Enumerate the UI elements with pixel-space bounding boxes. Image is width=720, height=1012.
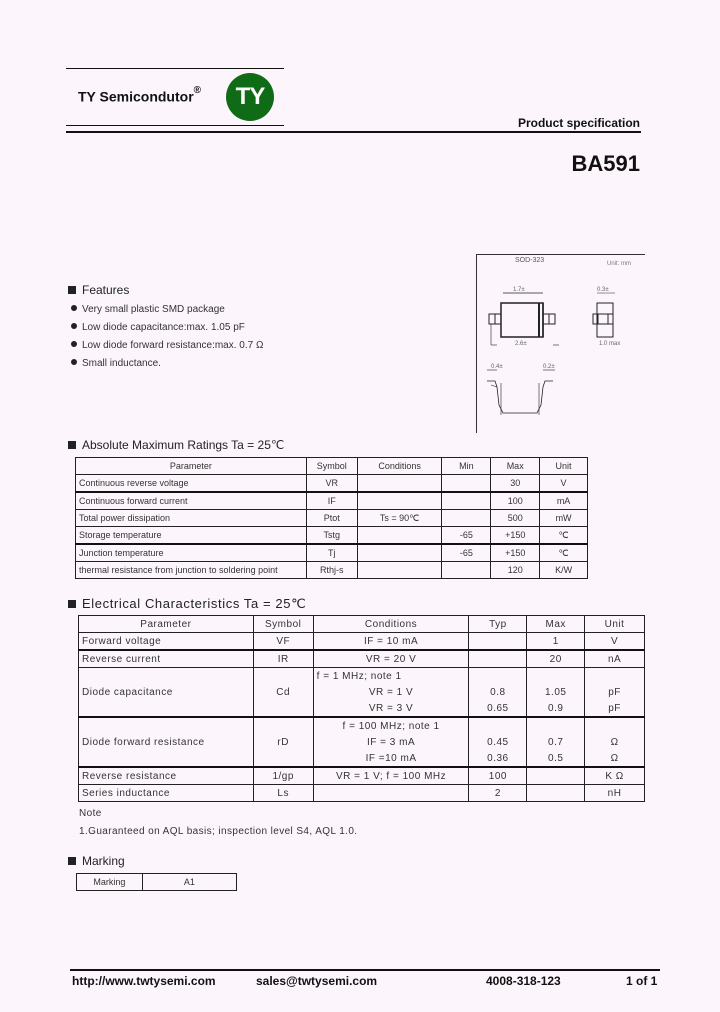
table-row xyxy=(79,785,645,802)
marking-value: A1 xyxy=(142,874,236,891)
cell-typ: 2 xyxy=(469,785,527,802)
svg-text:0.4±: 0.4± xyxy=(491,364,503,370)
cell-unit: mA xyxy=(540,492,588,510)
table-row xyxy=(76,562,588,579)
cell-max: 0.5 xyxy=(527,750,585,767)
column-header: Min xyxy=(442,458,491,475)
cell-symbol: Tstg xyxy=(306,527,357,545)
cell-unit: ℃ xyxy=(540,544,588,562)
square-bullet-icon xyxy=(68,857,76,865)
cell-symbol: 1/gp xyxy=(253,767,313,785)
cell-min: -65 xyxy=(442,544,491,562)
footer-website[interactable]: http://www.twtysemi.com xyxy=(72,974,216,988)
cell-typ xyxy=(469,668,527,685)
marking-heading: Marking xyxy=(68,854,125,868)
table-row xyxy=(76,510,588,527)
column-header: Unit xyxy=(585,616,645,633)
cell-max: 0.7 xyxy=(527,734,585,750)
company-name: TY Semicondutor® xyxy=(78,85,202,105)
elec-table xyxy=(78,615,645,802)
cell-unit: pF xyxy=(585,700,645,717)
square-bullet-icon xyxy=(68,286,76,294)
table-row xyxy=(76,492,588,510)
cell-unit: Ω xyxy=(585,750,645,767)
cell-unit xyxy=(585,668,645,685)
cell-conditions xyxy=(313,785,469,802)
table-row xyxy=(79,633,645,651)
cell-unit: Ω xyxy=(585,734,645,750)
column-header: Symbol xyxy=(253,616,313,633)
cell-symbol: Ls xyxy=(253,785,313,802)
cell-unit xyxy=(585,717,645,734)
cell-parameter: thermal resistance from junction to soldering point xyxy=(76,562,307,579)
table-header-row xyxy=(76,458,588,475)
cell-conditions xyxy=(357,562,442,579)
note-title: Note xyxy=(79,808,102,819)
marking-label: Marking xyxy=(77,874,143,891)
cell-parameter: Reverse current xyxy=(79,650,254,668)
table-header-row xyxy=(79,616,645,633)
column-header: Parameter xyxy=(79,616,254,633)
cell-unit: V xyxy=(540,475,588,493)
cell-max: 500 xyxy=(491,510,540,527)
elec-heading: Electrical Characteristics Ta = 25℃ xyxy=(68,596,306,612)
feature-item: Low diode capacitance:max. 1.05 pF xyxy=(71,322,245,333)
cell-symbol: IF xyxy=(306,492,357,510)
marking-table xyxy=(76,873,237,891)
cell-symbol: rD xyxy=(253,717,313,767)
doc-type: Product specification xyxy=(517,116,640,130)
column-header: Conditions xyxy=(357,458,442,475)
abs-max-table xyxy=(75,457,588,579)
cell-typ xyxy=(469,717,527,734)
svg-text:0.3±: 0.3± xyxy=(597,287,609,293)
cell-min xyxy=(442,562,491,579)
feature-item: Very small plastic SMD package xyxy=(71,304,225,315)
table-row xyxy=(76,527,588,545)
cell-max: 1 xyxy=(527,633,585,651)
cell-max: 20 xyxy=(527,650,585,668)
cell-parameter: Diode capacitance xyxy=(79,668,254,718)
cell-conditions xyxy=(357,527,442,545)
cell-conditions xyxy=(357,544,442,562)
cell-max: +150 xyxy=(491,527,540,545)
cell-min xyxy=(442,475,491,493)
cell-symbol: IR xyxy=(253,650,313,668)
header-rule-main xyxy=(66,131,641,133)
features-heading: Features xyxy=(68,283,129,297)
table-row xyxy=(79,668,645,685)
square-bullet-icon xyxy=(68,600,76,608)
cell-min xyxy=(442,492,491,510)
footer-page: 1 of 1 xyxy=(626,974,658,988)
cell-symbol: Tj xyxy=(306,544,357,562)
cell-unit: mW xyxy=(540,510,588,527)
table-row xyxy=(79,767,645,785)
cell-max: 120 xyxy=(491,562,540,579)
package-dimension-diagram xyxy=(477,255,645,433)
cell-conditions: VR = 1 V xyxy=(313,684,469,700)
column-header: Conditions xyxy=(313,616,469,633)
abs-max-heading: Absolute Maximum Ratings Ta = 25℃ xyxy=(68,438,284,452)
cell-unit: nH xyxy=(585,785,645,802)
cell-max: 1.05 xyxy=(527,684,585,700)
cell-typ xyxy=(469,633,527,651)
cell-max: 30 xyxy=(491,475,540,493)
cell-typ: 0.45 xyxy=(469,734,527,750)
cell-parameter: Forward voltage xyxy=(79,633,254,651)
cell-typ: 0.36 xyxy=(469,750,527,767)
column-header: Max xyxy=(491,458,540,475)
cell-parameter: Storage temperature xyxy=(76,527,307,545)
cell-unit: V xyxy=(585,633,645,651)
cell-conditions: Ts = 90℃ xyxy=(357,510,442,527)
cell-parameter: Reverse resistance xyxy=(79,767,254,785)
square-bullet-icon xyxy=(68,441,76,449)
cell-unit: ℃ xyxy=(540,527,588,545)
cell-parameter: Total power dissipation xyxy=(76,510,307,527)
cell-max: 0.9 xyxy=(527,700,585,717)
cell-parameter: Series inductance xyxy=(79,785,254,802)
cell-symbol: Ptot xyxy=(306,510,357,527)
cell-conditions: VR = 20 V xyxy=(313,650,469,668)
cell-max: +150 xyxy=(491,544,540,562)
column-header: Unit xyxy=(540,458,588,475)
cell-max xyxy=(527,785,585,802)
cell-conditions: f = 1 MHz; note 1 xyxy=(313,668,469,685)
column-header: Max xyxy=(527,616,585,633)
bullet-icon xyxy=(71,323,77,329)
package-title: SOD-323 xyxy=(515,257,545,264)
table-row xyxy=(76,475,588,493)
table-row xyxy=(76,544,588,562)
cell-conditions xyxy=(357,475,442,493)
package-unit: Unit: mm xyxy=(607,261,631,267)
bullet-icon xyxy=(71,359,77,365)
footer-rule xyxy=(70,969,660,971)
package-outline-drawing xyxy=(476,254,645,433)
bullet-icon xyxy=(71,305,77,311)
cell-symbol: VR xyxy=(306,475,357,493)
cell-symbol: VF xyxy=(253,633,313,651)
table-row xyxy=(79,650,645,668)
header-rule-top xyxy=(66,68,284,69)
cell-symbol: Rthj-s xyxy=(306,562,357,579)
part-number: BA591 xyxy=(571,151,640,176)
cell-max: 100 xyxy=(491,492,540,510)
cell-parameter: Continuous forward current xyxy=(76,492,307,510)
feature-item: Low diode forward resistance:max. 0.7 Ω xyxy=(71,340,263,351)
cell-max xyxy=(527,668,585,685)
cell-typ: 0.65 xyxy=(469,700,527,717)
svg-text:1.0 max: 1.0 max xyxy=(599,341,621,347)
cell-unit: K Ω xyxy=(585,767,645,785)
bullet-icon xyxy=(71,341,77,347)
note-1: 1.Guaranteed on AQL basis; inspection level S4, AQL 1.0. xyxy=(79,826,358,837)
cell-parameter: Diode forward resistance xyxy=(79,717,254,767)
cell-conditions: f = 100 MHz; note 1 xyxy=(313,717,469,734)
cell-conditions: VR = 3 V xyxy=(313,700,469,717)
column-header: Typ xyxy=(469,616,527,633)
company-logo: TY xyxy=(226,73,274,121)
cell-unit: pF xyxy=(585,684,645,700)
cell-conditions: IF =10 mA xyxy=(313,750,469,767)
svg-text:1.7±: 1.7± xyxy=(513,287,525,293)
cell-unit: K/W xyxy=(540,562,588,579)
cell-parameter: Continuous reverse voltage xyxy=(76,475,307,493)
cell-max xyxy=(527,767,585,785)
cell-parameter: Junction temperature xyxy=(76,544,307,562)
svg-text:0.2±: 0.2± xyxy=(543,364,555,370)
cell-conditions: IF = 3 mA xyxy=(313,734,469,750)
cell-conditions: IF = 10 mA xyxy=(313,633,469,651)
cell-conditions: VR = 1 V; f = 100 MHz xyxy=(313,767,469,785)
svg-text:2.6±: 2.6± xyxy=(515,341,527,347)
cell-max xyxy=(527,717,585,734)
cell-typ: 0.8 xyxy=(469,684,527,700)
cell-unit: nA xyxy=(585,650,645,668)
table-row xyxy=(77,874,237,891)
header-rule-mid xyxy=(66,125,284,126)
feature-item: Small inductance. xyxy=(71,358,161,369)
cell-min xyxy=(442,510,491,527)
footer-phone: 4008-318-123 xyxy=(486,974,561,988)
table-row xyxy=(79,717,645,734)
cell-conditions xyxy=(357,492,442,510)
column-header: Symbol xyxy=(306,458,357,475)
column-header: Parameter xyxy=(76,458,307,475)
cell-typ: 100 xyxy=(469,767,527,785)
cell-min: -65 xyxy=(442,527,491,545)
cell-typ xyxy=(469,650,527,668)
footer-email[interactable]: sales@twtysemi.com xyxy=(256,974,378,988)
cell-symbol: Cd xyxy=(253,668,313,718)
